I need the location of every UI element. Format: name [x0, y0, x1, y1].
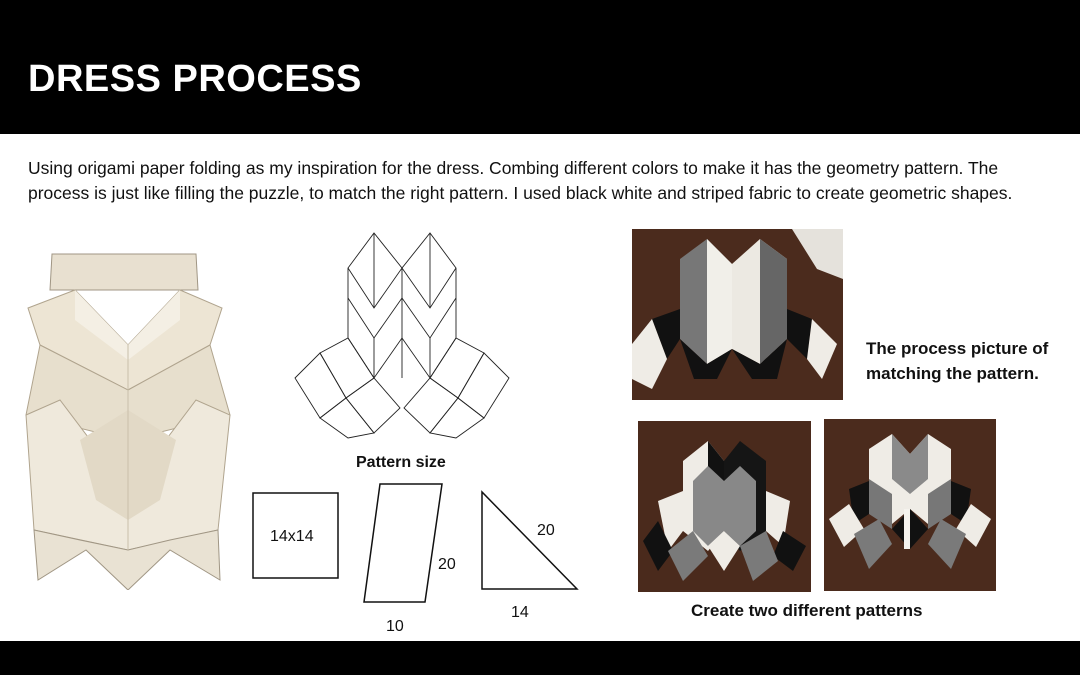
patterns-caption: Create two different patterns [691, 601, 923, 620]
origami-dress-image [20, 250, 235, 590]
pattern-diagram [290, 228, 515, 443]
pattern-size-heading: Pattern size [356, 454, 446, 471]
process-photo [632, 229, 843, 400]
page-title: DRESS PROCESS [28, 58, 362, 100]
parallelogram-shape [362, 482, 444, 604]
footer-bar [0, 641, 1080, 675]
parallelogram-height-label: 20 [438, 556, 456, 573]
header-bar [0, 0, 1080, 134]
square-size-label: 14x14 [270, 528, 314, 545]
triangle-base-label: 14 [511, 604, 529, 621]
process-caption-line1: The process picture of [866, 339, 1049, 358]
parallelogram-width-label: 10 [386, 618, 404, 635]
process-caption-line2: matching the pattern. [866, 364, 1039, 383]
pattern-photo-1 [638, 421, 811, 592]
intro-paragraph: Using origami paper folding as my inspiration for the dress. Combing different colors to make it has the geometry pattern. The process is just like filling the puzzle, to match the right pattern. I used black white and striped fabric to create geometric shapes. [28, 158, 1013, 203]
triangle-hypotenuse-label: 20 [537, 522, 555, 539]
pattern-photo-2 [824, 419, 996, 591]
triangle-shape [480, 490, 580, 592]
